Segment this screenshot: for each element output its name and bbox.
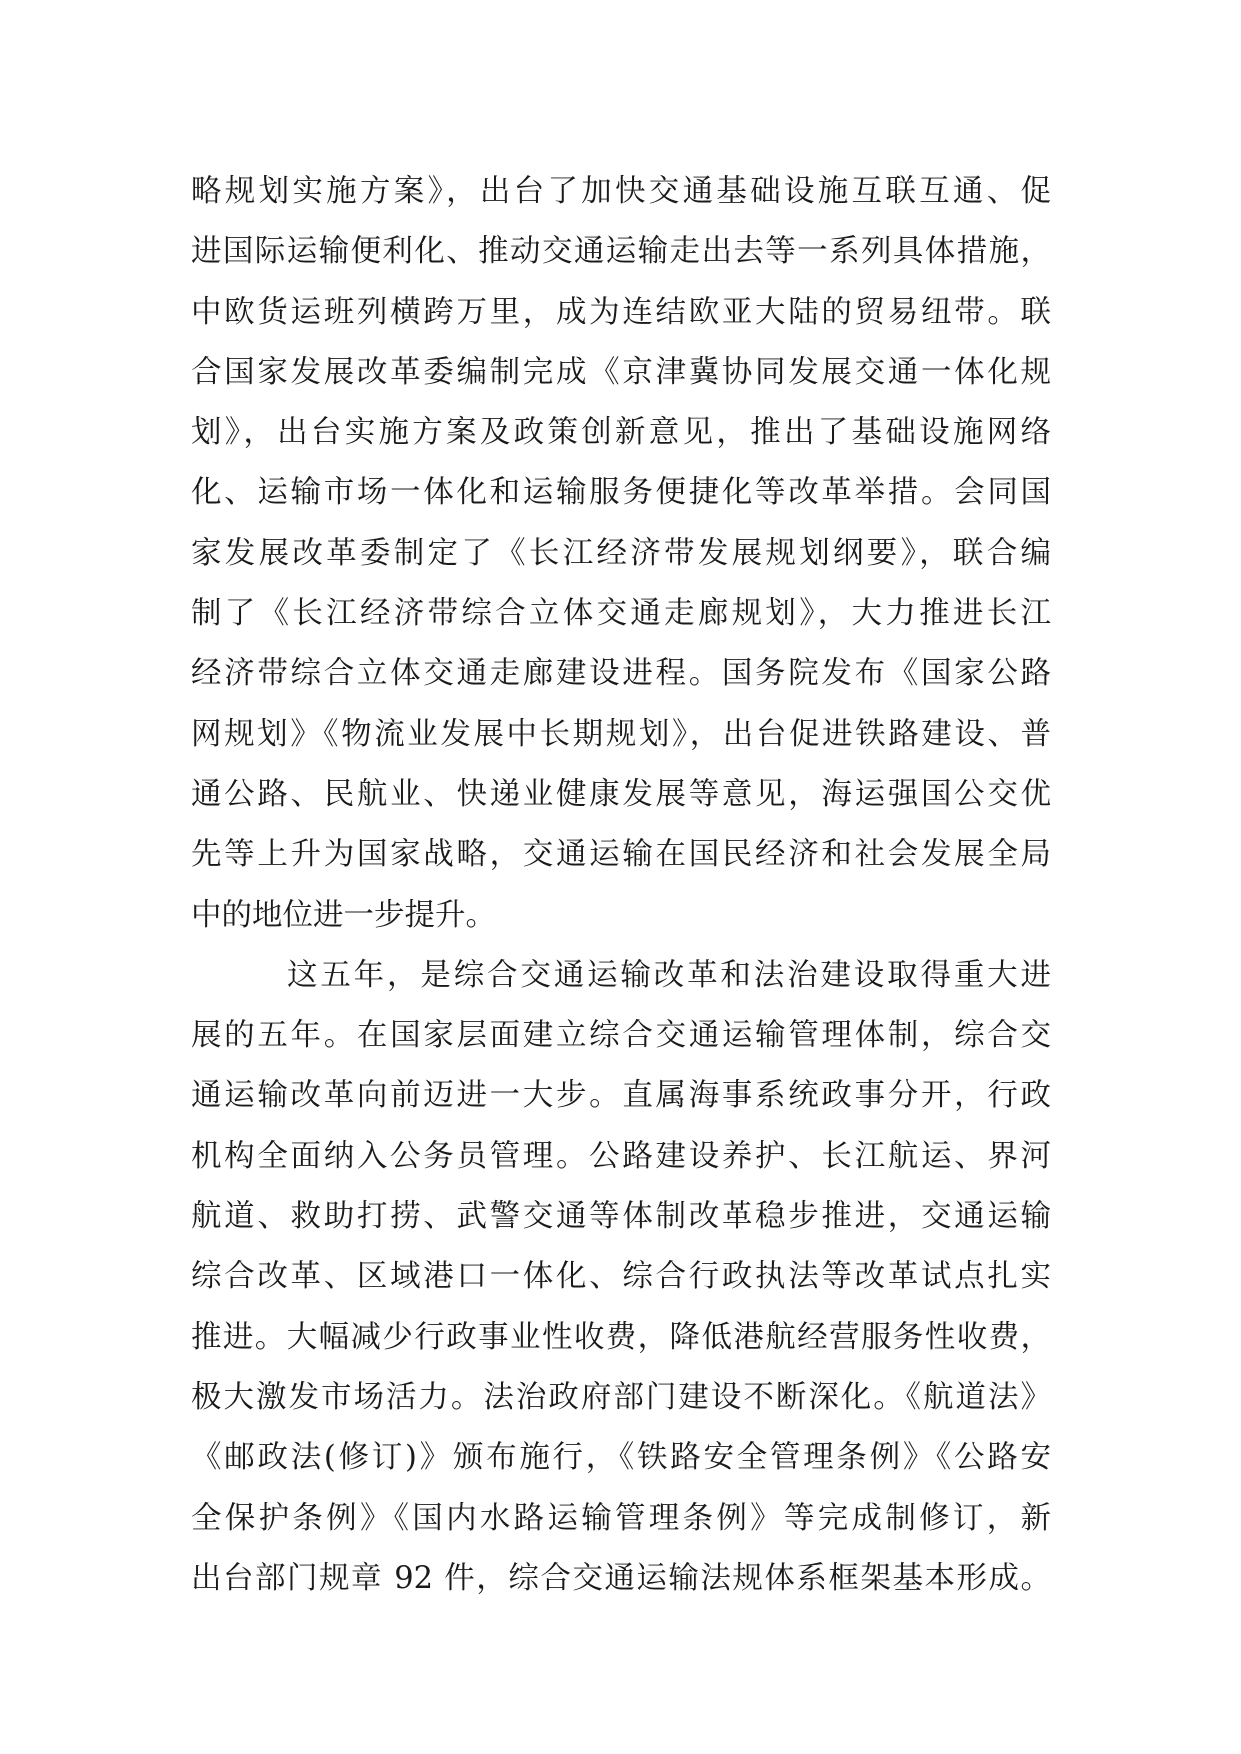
text-line: 通运输改革向前迈进一大步。直属海事系统政事分开，行政 xyxy=(191,1078,1051,1114)
text-line: 机构全面纳入公务员管理。公路建设养护、长江航运、界河 xyxy=(191,1138,1051,1174)
text-line: 家发展改革委制定了《长江经济带发展规划纲要》，联合编 xyxy=(191,535,1051,571)
text-line: 中欧货运班列横跨万里，成为连结欧亚大陆的贸易纽带。联 xyxy=(191,294,1051,330)
paragraph xyxy=(191,162,1051,946)
text-line: 《邮政法(修订)》颁布施行，《铁路安全管理条例》《公路安 xyxy=(191,1440,1051,1476)
text-line: 推进。大幅减少行政事业性收费，降低港航经营服务性收费， xyxy=(191,1319,1051,1355)
paragraph xyxy=(191,946,1051,1609)
text-line: 极大激发市场活力。法治政府部门建设不断深化。《航道法》 xyxy=(191,1379,1051,1415)
text-line: 展的五年。在国家层面建立综合交通运输管理体制，综合交 xyxy=(191,1018,1051,1054)
text-line: 出台部门规章 92 件，综合交通运输法规体系框架基本形成。 xyxy=(191,1560,1051,1596)
text-line: 略规划实施方案》，出台了加快交通基础设施互联互通、促 xyxy=(191,174,1051,209)
text-line: 航道、救助打捞、武警交通等体制改革稳步推进，交通运输 xyxy=(191,1199,1051,1235)
text-line: 制了《长江经济带综合立体交通走廊规划》，大力推进长江 xyxy=(191,596,1051,632)
text-line: 化、运输市场一体化和运输服务便捷化等改革举措。会同国 xyxy=(191,475,1051,511)
text-line: 综合改革、区域港口一体化、综合行政执法等改革试点扎实 xyxy=(191,1259,1051,1295)
text-line: 合国家发展改革委编制完成《京津冀协同发展交通一体化规 xyxy=(191,354,1051,390)
body-text xyxy=(191,162,1051,1609)
text-line: 通公路、民航业、快递业健康发展等意见，海运强国公交优 xyxy=(191,776,1051,812)
text-line: 划》，出台实施方案及政策创新意见，推出了基础设施网络 xyxy=(191,415,1051,451)
text-line: 全保护条例》《国内水路运输管理条例》等完成制修订，新 xyxy=(191,1500,1051,1536)
text-line: 经济带综合立体交通走廊建设进程。国务院发布《国家公路 xyxy=(191,656,1051,692)
text-line: 先等上升为国家战略，交通运输在国民经济和社会发展全局 xyxy=(191,837,1051,873)
text-line: 中的地位进一步提升。 xyxy=(191,897,496,933)
text-line: 这五年，是综合交通运输改革和法治建设取得重大进 xyxy=(287,957,1051,993)
text-line: 进国际运输便利化、推动交通运输走出去等一系列具体措施， xyxy=(191,234,1051,270)
text-line: 网规划》《物流业发展中长期规划》，出台促进铁路建设、普 xyxy=(191,716,1051,752)
